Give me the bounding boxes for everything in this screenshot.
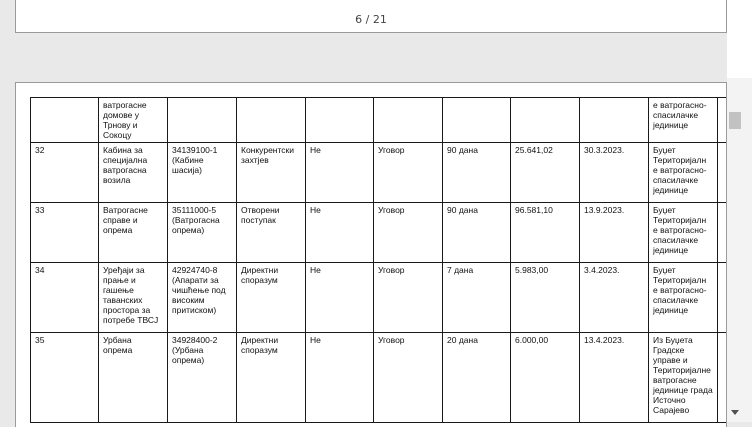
cell-procedure: Директни споразум — [237, 263, 306, 333]
cell-extra — [718, 203, 728, 263]
procurement-table — [30, 97, 727, 423]
cell-name: Урбана опрема — [99, 333, 168, 423]
cell-funding: Буџет Територијалн е ватрогасно-спасилачке јединице — [649, 143, 718, 203]
cell-no: 35 — [31, 333, 99, 423]
cell-date: 13.4.2023. — [580, 333, 649, 423]
scrollbar-thumb[interactable] — [729, 112, 741, 129]
cell-date: 30.3.2023. — [580, 143, 649, 203]
cell-flag: Не — [306, 143, 374, 203]
cell-duration: 20 дана — [443, 333, 511, 423]
cell-value: 96.581,10 — [511, 203, 580, 263]
cell-name: Кабина за специјална ватрогасна возила — [99, 143, 168, 203]
cell-duration: 90 дана — [443, 143, 511, 203]
cell-duration: 7 дана — [443, 263, 511, 333]
cell-no — [31, 98, 99, 143]
cell-flag: Не — [306, 263, 374, 333]
cell-value — [511, 98, 580, 143]
cell-funding: Буџет Територијалн е ватрогасно-спасилачке јединице — [649, 203, 718, 263]
cell-contract — [374, 98, 443, 143]
cell-date: 3.4.2023. — [580, 263, 649, 333]
cell-flag: Не — [306, 203, 374, 263]
cell-no: 33 — [31, 203, 99, 263]
scroll-down-arrow-icon[interactable] — [731, 410, 739, 415]
table-row — [31, 143, 728, 203]
cell-date: 13.9.2023. — [580, 203, 649, 263]
document-page — [15, 82, 727, 427]
scrollbar-top-area — [727, 0, 752, 78]
cell-procedure: Отворени поступак — [237, 203, 306, 263]
cell-no: 32 — [31, 143, 99, 203]
cell-value: 25.641,02 — [511, 143, 580, 203]
cell-funding: Буџет Територијалн е ватрогасно-спасилачке јединице — [649, 263, 718, 333]
cell-name: ватрогасне домове у Трнову и Сокоцу — [99, 98, 168, 143]
table-row — [31, 333, 728, 423]
cell-no: 34 — [31, 263, 99, 333]
cell-code: 42924740-8 (Апарати за чишћење под високим притиском) — [168, 263, 237, 333]
table-row — [31, 263, 728, 333]
cell-value: 5.983,00 — [511, 263, 580, 333]
cell-extra — [718, 143, 728, 203]
cell-contract: Уговор — [374, 263, 443, 333]
cell-code: 34928400-2 (Урбана опрема) — [168, 333, 237, 423]
cell-funding: е ватрогасно-спасилачке јединице — [649, 98, 718, 143]
cell-code — [168, 98, 237, 143]
cell-funding: Из Буџета Градске управе и Територијалне ватрогасне јединице града Источно Сарајево — [649, 333, 718, 423]
cell-procedure: Директни споразум — [237, 333, 306, 423]
cell-code: 34139100-1 (Кабине шасија) — [168, 143, 237, 203]
vertical-scrollbar[interactable] — [727, 0, 752, 422]
table-row — [31, 98, 728, 143]
cell-date — [580, 98, 649, 143]
cell-extra — [718, 333, 728, 423]
cell-contract: Уговор — [374, 203, 443, 263]
previous-page — [15, 0, 727, 33]
cell-extra — [718, 98, 728, 143]
cell-extra — [718, 263, 728, 333]
cell-flag — [306, 98, 374, 143]
cell-duration: 90 дана — [443, 203, 511, 263]
table-row — [31, 203, 728, 263]
cell-name: Уређаји за прање и гашење таванских простора за потребе ТВСЈ — [99, 263, 168, 333]
cell-duration — [443, 98, 511, 143]
cell-flag: Не — [306, 333, 374, 423]
cell-value: 6.000,00 — [511, 333, 580, 423]
cell-contract: Уговор — [374, 333, 443, 423]
cell-procedure: Конкурентски захтјев — [237, 143, 306, 203]
cell-name: Ватрогасне справе и опрема — [99, 203, 168, 263]
page-indicator: 6 / 21 — [355, 13, 387, 26]
cell-code: 35111000-5 (Ватрогасна опрема) — [168, 203, 237, 263]
cell-procedure — [237, 98, 306, 143]
cell-contract: Уговор — [374, 143, 443, 203]
